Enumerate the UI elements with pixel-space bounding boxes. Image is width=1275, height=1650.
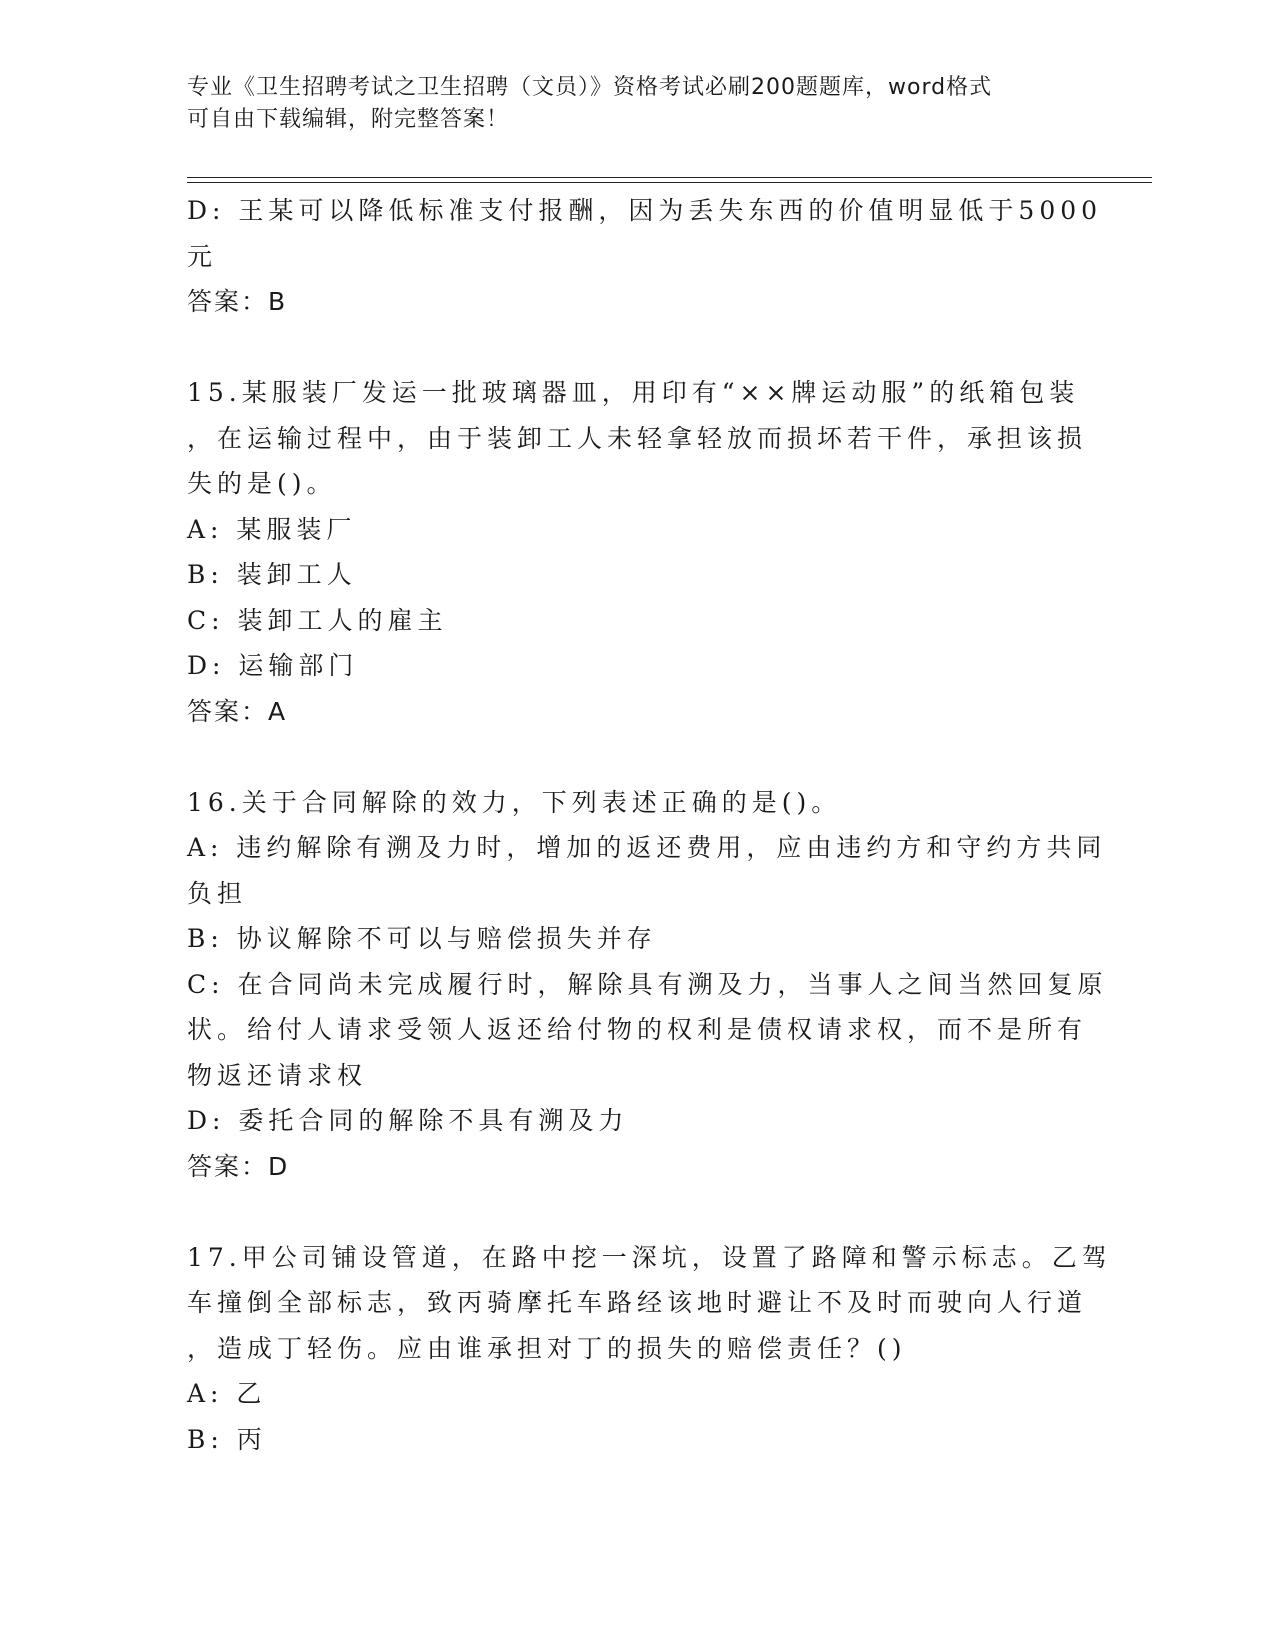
header-divider-bottom [187,182,1152,183]
q15-stem-line-3: 失的是()。 [187,469,337,498]
q16-option-c-line-3: 物返还请求权 [187,1060,368,1090]
question-17 [187,1235,1112,1463]
q15-option-c: C: 装卸工人的雇主 [187,605,448,635]
q15-stem-line-1: 15.某服装厂发运一批玻璃器皿，用印有“××牌运动服”的纸箱包装 [187,378,1080,407]
q17-stem-line-1: 17.甲公司铺设管道，在路中挖一深坑，设置了路障和警示标志。乙驾 [187,1242,1112,1272]
q15-option-b: B: 装卸工人 [187,560,357,589]
question-list [187,188,1112,1462]
q17-stem-line-3: ，造成丁轻伤。应由谁承担对丁的损失的赔偿责任？() [187,1333,907,1363]
q16-stem-line-1: 16.关于合同解除的效力，下列表述正确的是()。 [187,787,842,817]
header-divider-top [187,177,1152,178]
q16-option-c-line-1: C: 在合同尚未完成履行时，解除具有溯及力，当事人之间当然回复原 [187,969,1108,999]
q15-stem-line-2: ，在运输过程中，由于装卸工人未轻拿轻放而损坏若干件，承担该损 [187,423,1088,453]
header-title-line-1: 专业《卫生招聘考试之卫生招聘（文员）》资格考试必刷200题题库，word格式 [187,75,993,100]
q16-option-a-line-2: 负担 [187,878,248,908]
question-16 [187,780,1108,1190]
q14-answer: 答案：B [187,287,288,316]
q15-option-d: D: 运输部门 [187,651,359,680]
q14-option-d-line-1: D: 王某可以降低标准支付报酬，因为丢失东西的价值明显低于5000 [187,196,1103,225]
q15-answer: 答案：A [187,696,288,726]
header-title-line-2: 可自由下载编辑，附完整答案！ [187,107,510,132]
q16-answer: 答案：D [187,1151,290,1181]
q16-option-a-line-1: A: 违约解除有溯及力时，增加的返还费用，应由违约方和守约方共同 [187,833,1107,862]
q16-option-b: B: 协议解除不可以与赔偿损失并存 [187,924,657,953]
document-header [187,72,1067,136]
q16-option-d: D: 委托合同的解除不具有溯及力 [187,1106,629,1135]
q16-option-c-line-2: 状。给付人请求受领人返还给付物的权利是债权请求权，而不是所有 [187,1015,1088,1044]
question-spacer [187,1189,1077,1235]
q17-option-a: A: 乙 [187,1379,267,1408]
q17-stem-line-2: 车撞倒全部标志，致丙骑摩托车路经该地时避让不及时而驶向人行道 [187,1288,1088,1317]
q17-option-b: B: 丙 [187,1424,267,1454]
question-spacer [187,325,1077,371]
question-14-tail [187,188,1103,325]
q15-option-a: A: 某服装厂 [187,514,357,544]
q14-option-d-line-2: 元 [187,241,218,271]
question-spacer [187,734,1077,780]
question-15 [187,370,1088,734]
